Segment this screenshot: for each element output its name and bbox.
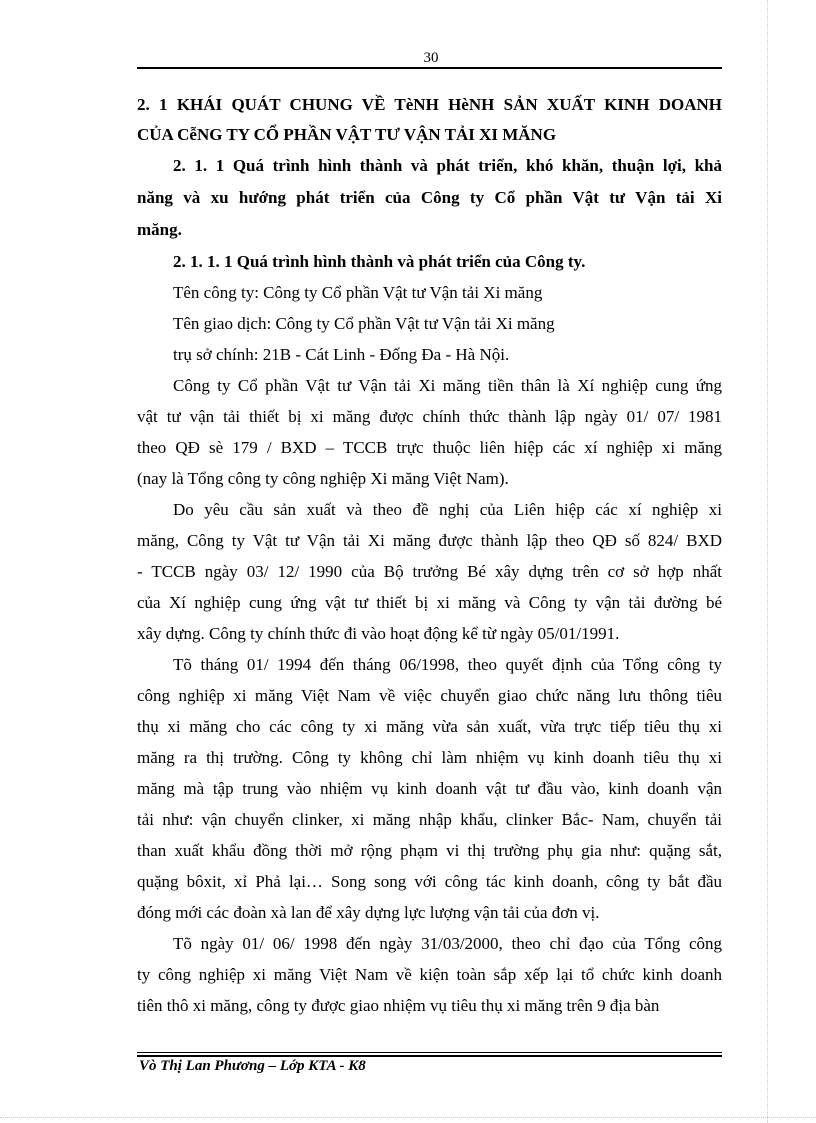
page-border — [0, 1117, 816, 1119]
text-line: - TCCB ngày 03/ 12/ 1990 của Bộ trưởng Bé xây dựng trên cơ sở hợp nhất — [137, 562, 722, 581]
text-line: măng, Công ty Vật tư Vận tải Xi măng được thành lập theo QĐ số 824/ BXD — [137, 531, 722, 550]
text-line: của Xí nghiệp cung ứng vật tư thiết bị xi măng và Công ty vận tải đường bé — [137, 593, 722, 612]
text-line: Tõ ngày 01/ 06/ 1998 đến ngày 31/03/2000, theo chỉ đạo của Tổng công — [173, 934, 722, 953]
subsection-heading: năng và xu hướng phát triển của Công ty Cổ phần Vật tư Vận tải Xi — [137, 188, 722, 207]
section-heading: CỦA CễNG TY CỔ PHẦN VẬT TƯ VẬN TẢI XI MĂNG — [137, 125, 557, 144]
text-line: măng ra thị trường. Công ty không chỉ làm nhiệm vụ kinh doanh tiêu thụ xi — [137, 748, 722, 767]
footer-rule — [137, 1055, 722, 1057]
footer-rule — [137, 1052, 722, 1053]
subsection-heading: măng. — [137, 220, 182, 239]
text-line: theo QĐ sè 179 / BXD – TCCB trực thuộc liên hiệp các xí nghiệp xi măng — [137, 438, 722, 457]
subsubsection-heading: 2. 1. 1. 1 Quá trình hình thành và phát triển của Công ty. — [173, 252, 586, 271]
text-line: công nghiệp xi măng Việt Nam về việc chuyển giao chức năng lưu thông tiêu — [137, 686, 722, 705]
text-line: Tên công ty: Công ty Cổ phần Vật tư Vận tải Xi măng — [173, 283, 543, 302]
page-border — [767, 0, 769, 1123]
text-line: vật tư vận tải thiết bị xi măng được chính thức thành lập ngày 01/ 07/ 1981 — [137, 407, 722, 426]
text-line: đóng mới các đoàn xà lan để xây dựng lực lượng vận tải của đơn vị. — [137, 903, 600, 922]
header-rule — [137, 67, 722, 69]
text-line: trụ sở chính: 21B - Cát Linh - Đống Đa - Hà Nội. — [173, 345, 510, 364]
text-line: thụ xi măng cho các công ty xi măng vừa sản xuất, vừa trực tiếp tiêu thụ xi — [137, 717, 722, 736]
text-line: ty công nghiệp xi măng Việt Nam về kiện toàn sắp xếp lại tổ chức kinh doanh — [137, 965, 722, 984]
text-line: Công ty Cổ phần Vật tư Vận tải Xi măng tiền thân là Xí nghiệp cung ứng — [173, 376, 722, 395]
text-line: quặng bôxit, xỉ Phả lại… Song song với công tác kinh doanh, công ty bắt đầu — [137, 872, 722, 891]
text-line: Tõ tháng 01/ 1994 đến tháng 06/1998, theo quyết định của Tổng công ty — [173, 655, 722, 674]
text-line: tiên thô xi măng, công ty được giao nhiệm vụ tiêu thụ xi măng trên 9 địa bàn — [137, 996, 660, 1015]
page-number: 30 — [423, 50, 439, 66]
text-line: than xuất khẩu đồng thời mở rộng phạm vi thị trường phụ gia như: quặng sắt, — [137, 841, 722, 860]
text-line: xây dựng. Công ty chính thức đi vào hoạt động kể từ ngày 05/01/1991. — [137, 624, 620, 643]
text-line: (nay là Tổng công ty công nghiệp Xi măng Việt Nam). — [137, 469, 509, 488]
text-line: Tên giao dịch: Công ty Cổ phần Vật tư Vận tải Xi măng — [173, 314, 555, 333]
text-line: Do yêu cầu sản xuất và theo đề nghị của Liên hiệp các xí nghiệp xi — [173, 500, 722, 519]
footer-author: Vò Thị Lan Phương – Lớp KTA - K8 — [139, 1058, 366, 1074]
section-heading: 2. 1 KHÁI QUÁT CHUNG VỀ TèNH HèNH SẢN XUẤT KINH DOANH — [137, 95, 722, 114]
text-line: tải như: vận chuyển clinker, xi măng nhập khẩu, clinker Bắc- Nam, chuyển tải — [137, 810, 722, 829]
subsection-heading: 2. 1. 1 Quá trình hình thành và phát triển, khó khăn, thuận lợi, khả — [173, 156, 722, 175]
text-line: măng mà tập trung vào nhiệm vụ kinh doanh vật tư đầu vào, kinh doanh vận — [137, 779, 722, 798]
